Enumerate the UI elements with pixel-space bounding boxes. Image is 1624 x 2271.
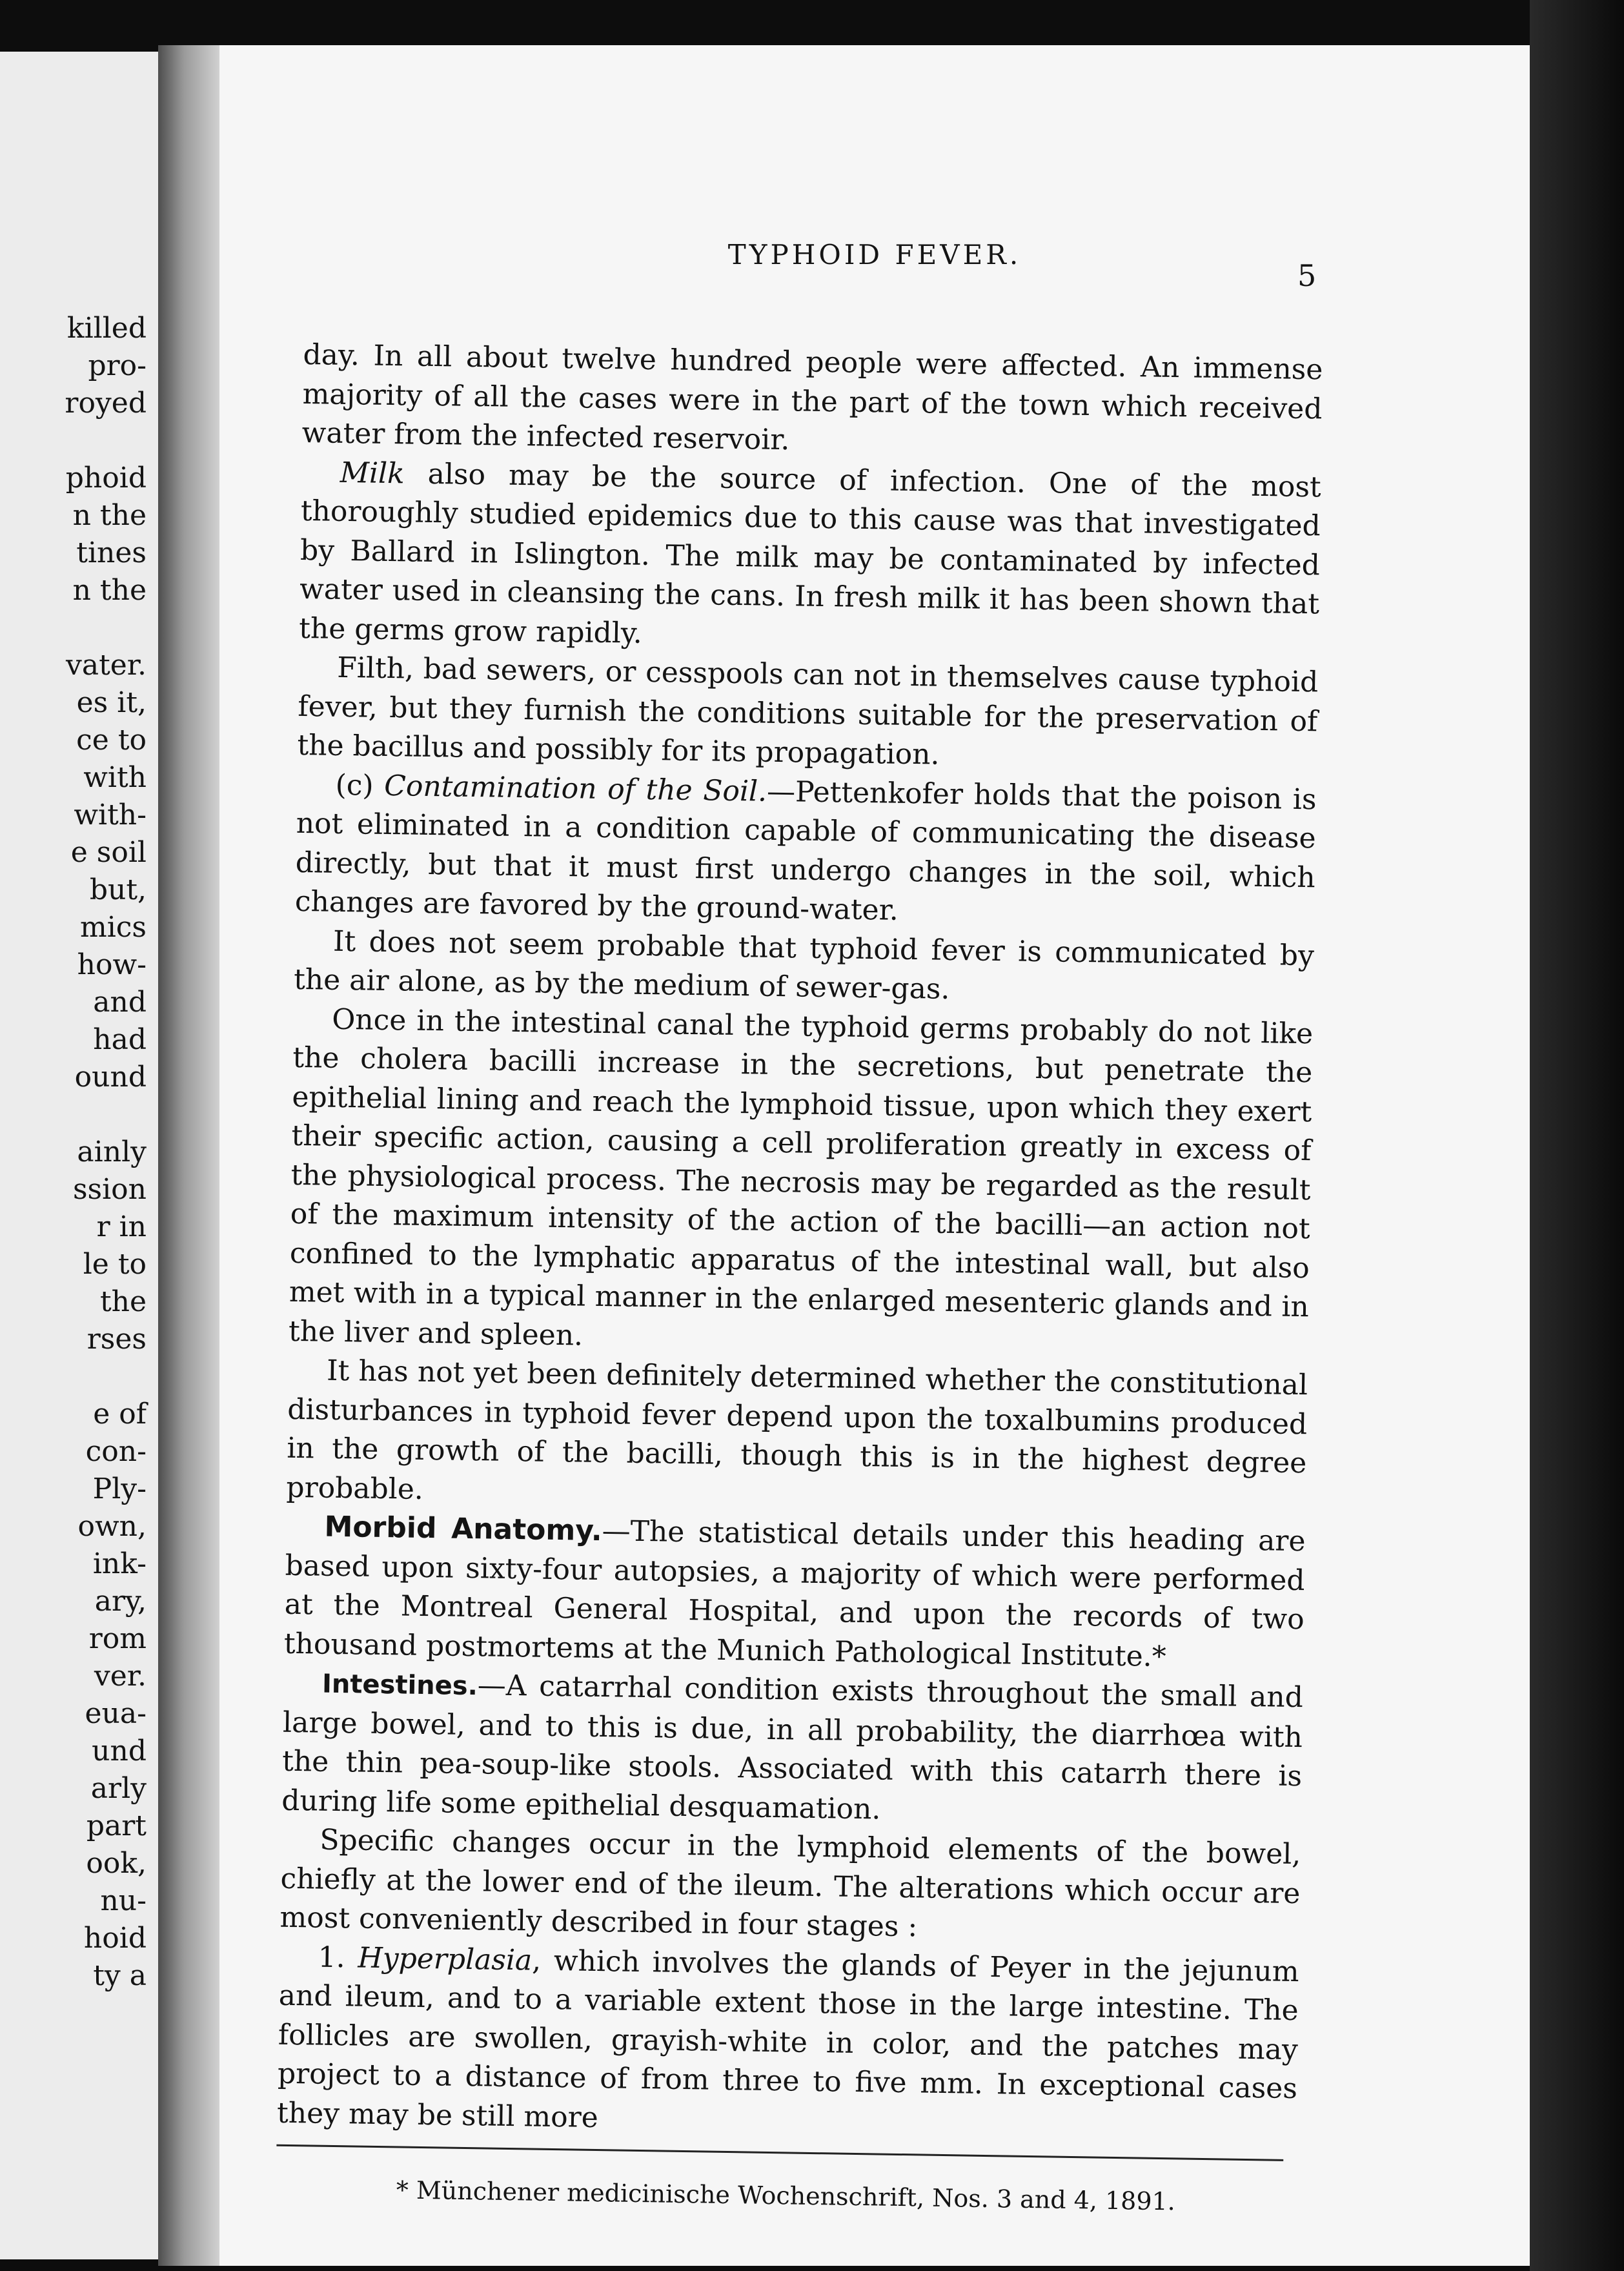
italic-term: Milk [340, 456, 405, 490]
text-fragment: ink- [92, 1547, 147, 1580]
text-fragment: but, [89, 873, 147, 906]
paragraph: It does not seem probable that typhoid fever is communicated by the air alone, as by the medium of sewer-gas. [293, 924, 1315, 1006]
section-intestines [281, 1664, 1303, 1835]
text-fragment: Ply- [92, 1472, 147, 1505]
italic-subheading: Contamination of the Soil. [383, 769, 767, 808]
text-fragment: royed [65, 387, 147, 420]
paragraph-text: , which involves the glands of Peyer in the jejunum and ileum, and to a variable extent those in the large intestine. The follicles are swollen, grayish-white in color, and the patches may project to a distance of from three to five mm. In exceptional cases they may be still more [276, 1944, 1299, 2134]
text-fragment: ssion [72, 1173, 147, 1206]
text-fragment: had [93, 1023, 147, 1056]
page-number: 5 [1297, 258, 1317, 293]
book-page [219, 45, 1530, 2266]
list-number: 1. [318, 1940, 358, 1975]
book-gutter [158, 45, 223, 2266]
text-fragment: mics [79, 911, 147, 944]
page-body [276, 336, 1323, 2219]
paragraph-text: also may be the source of infection. One of the most thoroughly studied epidemics due to this cause was that investigated by Ballard in Islington. The milk may be contaminated by infected water used in cleansing the cans. In fresh milk it has been shown that the germs grow rapidly. [298, 456, 1322, 650]
text-fragment: ook, [86, 1847, 147, 1880]
section-morbid-anatomy [283, 1507, 1305, 1678]
text-fragment: n the [72, 499, 147, 532]
text-fragment: nu- [100, 1884, 147, 1917]
text-fragment: ce to [76, 724, 147, 757]
blank-line [0, 1096, 147, 1134]
text-fragment: eua- [85, 1697, 147, 1730]
text-fragment: and [93, 986, 147, 1019]
paragraph: Specific changes occur in the lymphoid elements of the bowel, chiefly at the lower end of the ileum. The alterations which occur are most conveniently described in four stages : [279, 1823, 1301, 1944]
text-fragment: le to [83, 1248, 147, 1281]
text-fragment: killed [66, 312, 147, 345]
text-fragment: pro- [88, 349, 147, 382]
italic-term: Hyperplasia [358, 1941, 533, 1977]
paragraph-milk [299, 453, 1321, 663]
book-spine-shadow [1530, 0, 1624, 2271]
text-fragment: ver. [94, 1660, 147, 1693]
paragraph: Once in the intestinal canal the typhoid germs probably do not like the cholera bacilli increase in the secretions, but penetrate the epithelial lining and reach the lymphoid tissue, upon which they exert their specific action, causing a cell proliferation greatly in excess of the physiological process. The necrosis may be regarded as the result of the maximum intensity of the action of the bacilli—an action not confined to the lymphatic apparatus of the intestinal wall, but also met with in a typical manner in the enlarged mesenteric glands and in the liver and spleen. [288, 1003, 1314, 1352]
running-head: TYPHOID FEVER. [727, 239, 1022, 270]
paragraph-text: —The statistical details under this heading are based upon sixty-four autopsies, a majority of which were performed at the Montreal General Hospital, and upon the records of two thousand postmortems at the Munich Pathological Institute.* [283, 1514, 1306, 1673]
text-fragment: the [99, 1285, 147, 1318]
footnote-rule [276, 2144, 1283, 2161]
section-heading: Morbid Anatomy. [324, 1510, 603, 1548]
text-fragment: own, [77, 1510, 147, 1543]
text-fragment: rom [88, 1622, 147, 1655]
text-fragment: ainly [77, 1136, 147, 1168]
text-fragment: tines [76, 536, 147, 569]
paragraph: day. In all about twelve hundred people were affected. An immense majority of all the cases were in the part of the town which received water from the infected reservoir. [301, 338, 1323, 457]
text-fragment: rses [86, 1323, 147, 1356]
text-fragment: arly [90, 1772, 147, 1805]
list-label: (c) [335, 768, 385, 802]
paragraph-text: —A catarrhal condition exists throughout the small and large bowel, and to this is due, in all probability, the diarrhœa with the thin pea-soup-like stools. Associated with this catarrh there is during life some epithelial desquamation. [281, 1669, 1304, 1826]
text-fragment: part [86, 1809, 147, 1842]
text-fragment: n the [72, 574, 147, 607]
paragraph-text: —Pettenkofer holds that the poison is not eliminated in a condition capable of communicating the disease directly, but that it must first undergo changes in the soil, which changes are favored by the ground-water. [294, 775, 1317, 927]
text-fragment: e soil [70, 836, 147, 869]
text-fragment: r in [96, 1210, 147, 1243]
paragraph: Filth, bad sewers, or cesspools can not in themselves cause typhoid fever, but they furnish the conditions suitable for the preservation of the bacillus and possibly for its propagation. [297, 651, 1319, 771]
paragraph-soil [295, 765, 1317, 936]
blank-line [0, 1358, 147, 1396]
blank-line [0, 609, 147, 647]
previous-page-edge [0, 52, 160, 2259]
text-fragment: e of [93, 1398, 147, 1431]
text-fragment: con- [85, 1435, 147, 1468]
text-fragment: with [83, 761, 147, 794]
text-fragment: hoid [83, 1922, 147, 1955]
text-fragment: how- [77, 948, 147, 981]
previous-page-text-fragments [0, 310, 147, 1995]
text-fragment: ary, [94, 1585, 147, 1618]
blank-line [0, 422, 147, 460]
text-fragment: with- [74, 799, 147, 831]
text-fragment: ty a [93, 1959, 147, 1992]
subsection-heading: Intestines. [321, 1669, 478, 1702]
text-fragment: und [92, 1735, 147, 1767]
footnote: * Münchener medicinische Wochenschrift, Nos. 3 and 4, 1891. [396, 2175, 1176, 2216]
text-fragment: vater. [66, 649, 147, 682]
list-item-hyperplasia [277, 1937, 1299, 2148]
paragraph: It has not yet been definitely determined whether the constitutional disturbances in typhoid fever depend upon the toxalbumins produced in the growth of the bacilli, though this is in the highest degree probable. [286, 1354, 1308, 1506]
text-fragment: phoid [65, 462, 147, 494]
text-fragment: ound [74, 1061, 147, 1094]
text-fragment: es it, [76, 686, 147, 719]
